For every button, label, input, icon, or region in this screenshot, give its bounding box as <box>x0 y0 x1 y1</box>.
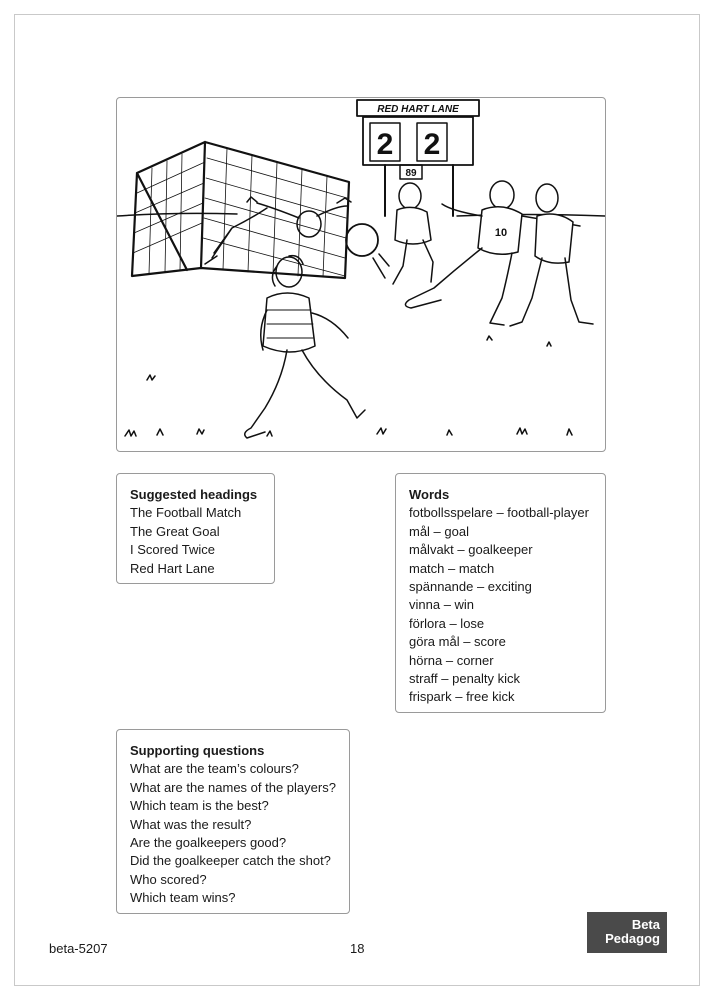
word-item: göra mål – score <box>409 634 506 650</box>
word-item: förlora – lose <box>409 615 485 631</box>
heading-item: The Great Goal <box>130 523 220 539</box>
word-item: målvakt – goalkeeper <box>409 542 533 558</box>
word-item: match – match <box>409 560 495 576</box>
suggested-headings-box <box>116 473 275 584</box>
logo-line-pedagog: Pedagog <box>605 931 660 946</box>
scoreboard-sign-text: RED HART LANE <box>377 104 459 115</box>
football-scene-drawing <box>117 98 605 451</box>
question-item: Who scored? <box>130 871 207 887</box>
word-item: straff – penalty kick <box>409 671 521 687</box>
logo-line-beta: Beta <box>631 917 660 932</box>
word-item: spännande – exciting <box>409 579 532 595</box>
words-box <box>395 473 606 713</box>
question-item: Which team wins? <box>130 890 236 906</box>
word-item: frispark – free kick <box>409 689 515 705</box>
word-item: vinna – win <box>409 597 475 613</box>
football-illustration <box>116 97 606 452</box>
heading-item: The Football Match <box>130 505 242 521</box>
heading-item: I Scored Twice <box>130 542 216 558</box>
question-item: Did the goalkeeper catch the shot? <box>130 853 331 869</box>
question-item: Which team is the best? <box>130 798 269 814</box>
beta-pedagog-logo <box>587 912 667 953</box>
question-item: Are the goalkeepers good? <box>130 835 287 851</box>
word-item: fotbollsspelare – football-player <box>409 505 589 521</box>
word-item: mål – goal <box>409 523 469 539</box>
words-title: Words <box>409 487 450 502</box>
scoreboard-clock: 89 <box>405 168 417 179</box>
supporting-questions-box <box>116 729 350 914</box>
page-number: 18 <box>350 941 365 956</box>
question-item: What was the result? <box>130 816 252 832</box>
heading-item: Red Hart Lane <box>130 560 215 576</box>
question-item: What are the names of the players? <box>130 779 336 795</box>
suggested-headings-title: Suggested headings <box>130 487 258 502</box>
document-code: beta-5207 <box>49 941 108 956</box>
player-shirt-number: 10 <box>494 227 508 239</box>
question-item: What are the team’s colours? <box>130 761 299 777</box>
word-item: hörna – corner <box>409 652 494 668</box>
scoreboard-away-score: 2 <box>423 128 441 161</box>
supporting-questions-title: Supporting questions <box>130 743 265 758</box>
scoreboard-home-score: 2 <box>376 128 394 161</box>
